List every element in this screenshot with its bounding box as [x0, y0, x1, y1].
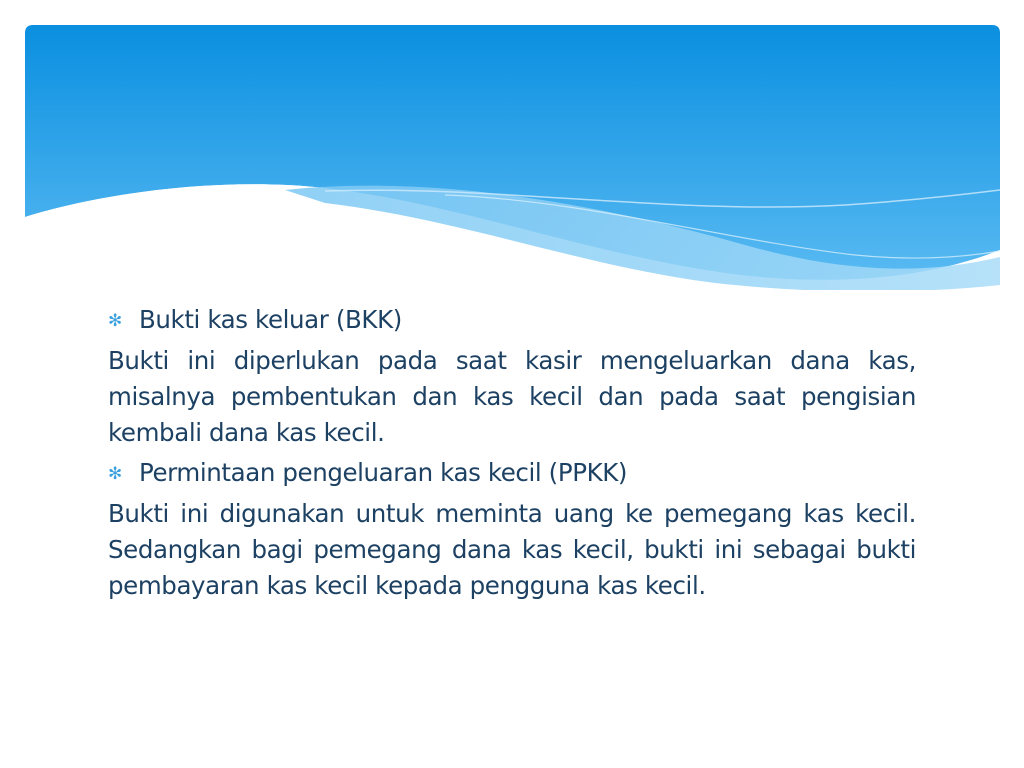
bullet-item-ppkk: [108, 455, 916, 494]
bullet-label: Bukti kas keluar (BKK): [139, 305, 402, 334]
asterisk-icon: ✻: [108, 311, 122, 331]
header-band-shape: [25, 25, 1000, 280]
header-wave-banner: [25, 25, 1000, 290]
asterisk-icon: ✻: [108, 464, 122, 484]
bullet-description: Bukti ini diperlukan pada saat kasir mengeluarkan dana kas, misalnya pembentukan dan kas kecil dan pada saat pengisian kembali dana kas kecil.: [108, 346, 916, 447]
slide-body: [108, 302, 916, 604]
bullet-description: Bukti ini digunakan untuk meminta uang ke pemegang kas kecil. Sedangkan bagi pemegang dana kas kecil, bukti ini sebagai bukti pembayaran kas kecil kepada pengguna kas kecil.: [108, 499, 916, 600]
bullet-item-bkk: [108, 302, 916, 341]
bullet-label: Permintaan pengeluaran kas kecil (PPKK): [139, 458, 628, 487]
